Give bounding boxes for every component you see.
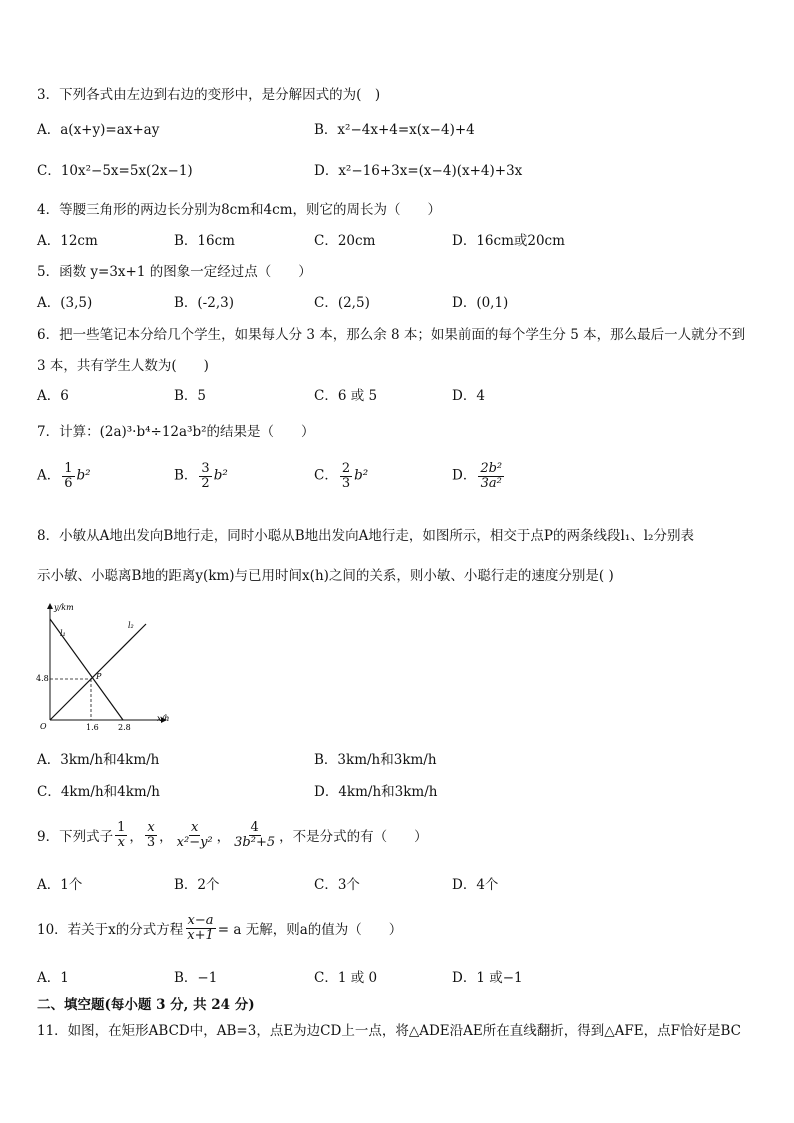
q10-stem-pre: 10．若关于x的分式方程 <box>37 922 184 938</box>
q7-options <box>37 462 777 502</box>
q7-option-b <box>174 462 228 490</box>
q5-option-d: D．(0,1) <box>452 295 509 311</box>
q7-c-tail: b² <box>354 467 369 484</box>
q7-c-den: 3 <box>341 475 351 491</box>
q10-option-c: C．1 或 0 <box>314 970 378 986</box>
q7-a-num: 1 <box>64 461 73 476</box>
q7-b-num: 3 <box>201 461 210 476</box>
q8-option-d: D．4km/h和3km/h <box>314 784 438 800</box>
q9-f1-num: 1 <box>117 819 126 835</box>
q9-fraction-2 <box>145 821 157 849</box>
q10-stem <box>37 908 402 948</box>
q3-option-b: B．x²−4x+4=x(x−4)+4 <box>314 122 475 138</box>
q8-options-2 <box>37 780 777 804</box>
q9-fraction-3 <box>175 821 215 849</box>
q8-option-a: A．3km/h和4km/h <box>37 752 160 768</box>
q9-f4-num: 4 <box>250 819 259 835</box>
x-tick-label-1: 1.6 <box>86 723 99 732</box>
q9-stem-pre: 9．下列式子 <box>37 829 114 845</box>
x-axis-label: x/h <box>157 714 170 723</box>
y-tick-label: 4.8 <box>36 674 49 683</box>
q6-stem-line2: 3 本，共有学生人数为( ) <box>37 358 209 374</box>
q9-f3-den: x²−y² <box>176 834 213 850</box>
section-heading: 二、填空题(每小题 3 分, 共 24 分) <box>37 997 255 1013</box>
q9-f2-num: x <box>147 819 155 835</box>
q7-option-d <box>452 462 506 490</box>
q8-stem-line1: 8．小敏从A地出发向B地行走，同时小聪从B地出发向A地行走，如图所示，相交于点P的两条线段l₁、l₂分别表 <box>37 528 694 544</box>
q7-stem: 7．计算：(2a)³·b⁴÷12a³b²的结果是（ ） <box>37 424 315 440</box>
q9-option-c: C．3个 <box>314 877 360 893</box>
q7-d-fraction <box>478 462 504 490</box>
q3-options <box>37 118 777 142</box>
q9-option-d: D．4个 <box>452 877 499 893</box>
q7-d-label: D． <box>452 467 477 484</box>
q9-f4-den: 3b²+5 <box>234 834 276 850</box>
l1-label: l₁ <box>60 629 66 638</box>
q7-a-tail: b² <box>76 467 91 484</box>
y-axis-label: y/km <box>54 603 74 612</box>
q10-f-den: x+1 <box>187 927 214 943</box>
q9-option-b: B．2个 <box>174 877 220 893</box>
q6-option-d: D．4 <box>452 388 485 404</box>
q7-b-den: 2 <box>201 475 210 491</box>
x-tick-label-2: 2.8 <box>118 723 131 732</box>
q4-options <box>37 229 777 253</box>
q10-option-d: D．1 或−1 <box>452 970 523 986</box>
q7-a-fraction <box>62 462 74 490</box>
q5-option-a: A．(3,5) <box>37 295 93 311</box>
point-p-label: P <box>96 672 102 681</box>
l2-label: l₂ <box>128 621 134 630</box>
q7-b-fraction <box>199 462 211 490</box>
q9-f2-den: 3 <box>146 834 156 850</box>
q7-b-tail: b² <box>213 467 228 484</box>
q3-stem: 3．下列各式由左边到右边的变形中，是分解因式的为( ) <box>37 87 381 103</box>
q9-option-a: A．1个 <box>37 877 83 893</box>
q9-stem: 9．下列式子 $\frac{1}{x}$ ， $\frac{x}{3}$ ， $\frac{x}{\text{x²−y²}}$ ， $\frac{4}{\text{3b²+5}}$ ，不是分式的有（ ） <box>37 819 428 850</box>
q4-option-a: A．12cm <box>37 233 98 249</box>
q7-d-den: 3a² <box>480 475 502 491</box>
distance-time-graph <box>36 600 176 732</box>
q7-d-num: 2b² <box>480 461 503 476</box>
q7-c-fraction <box>340 462 352 490</box>
q4-option-b: B．16cm <box>174 233 235 249</box>
origin-label: O <box>40 722 47 731</box>
q7-option-c <box>314 462 368 490</box>
q8-options <box>37 748 777 772</box>
q9-f1-den: x <box>117 834 125 850</box>
q6-stem-line1: 6．把一些笔记本分给几个学生，如果每人分 3 本，那么余 8 本；如果前面的每个学生分 5 本，那么最后一人就分不到 <box>37 327 746 343</box>
q10-option-a: A．1 <box>37 970 69 986</box>
q7-c-label: C． <box>314 467 338 484</box>
q3-option-a: A．a(x+y)=ax+ay <box>37 122 160 138</box>
q3-options-2 <box>37 159 777 183</box>
q10-fraction <box>185 914 216 942</box>
q6-options <box>37 384 777 408</box>
q3-option-c: C．10x²−5x=5x(2x−1) <box>37 163 193 179</box>
q4-option-d: D．16cm或20cm <box>452 233 565 249</box>
q6-option-c: C．6 或 5 <box>314 388 378 404</box>
q6-option-b: B．5 <box>174 388 207 404</box>
q8-option-c: C．4km/h和4km/h <box>37 784 160 800</box>
q3-option-d: D．x²−16+3x=(x−4)(x+4)+3x <box>314 163 523 179</box>
q5-options <box>37 291 777 315</box>
q9-options <box>37 873 777 897</box>
q7-c-num: 2 <box>341 461 351 476</box>
q9-stem-post: ，不是分式的有（ ） <box>279 829 428 845</box>
q5-option-c: C．(2,5) <box>314 295 370 311</box>
q5-option-b: B．(-2,3) <box>174 295 234 311</box>
q10-f-num: x−a <box>187 912 214 928</box>
q4-option-c: C．20cm <box>314 233 376 249</box>
q7-b-label: B． <box>174 467 198 484</box>
q4-stem: 4．等腰三角形的两边长分别为8cm和4cm，则它的周长为（ ） <box>37 202 441 218</box>
q11-stem: 11．如图，在矩形ABCD中，AB=3，点E为边CD上一点，将△ADE沿AE所在直线翻折，得到△AFE，点F恰好是BC <box>37 1023 741 1039</box>
q5-stem: 5．函数 y=3x+1 的图象一定经过点（ ） <box>37 264 312 280</box>
q10-option-b: B．−1 <box>174 970 218 986</box>
q10-stem-post: = a 无解，则a的值为（ ） <box>217 922 403 938</box>
q7-a-label: A． <box>37 467 61 484</box>
q10-options <box>37 966 777 990</box>
q9-fraction-4 <box>232 821 277 849</box>
q7-a-den: 6 <box>64 475 73 491</box>
q7-option-a <box>37 462 91 490</box>
q6-option-a: A．6 <box>37 388 69 404</box>
q8-option-b: B．3km/h和3km/h <box>314 752 437 768</box>
q8-stem-line2: 示小敏、小聪离B地的距离y(km)与已用时间x(h)之间的关系，则小敏、小聪行走的速度分别是( ) <box>37 568 614 584</box>
q9-f3-num: x <box>190 819 199 835</box>
q9-fraction-1 <box>115 821 127 849</box>
